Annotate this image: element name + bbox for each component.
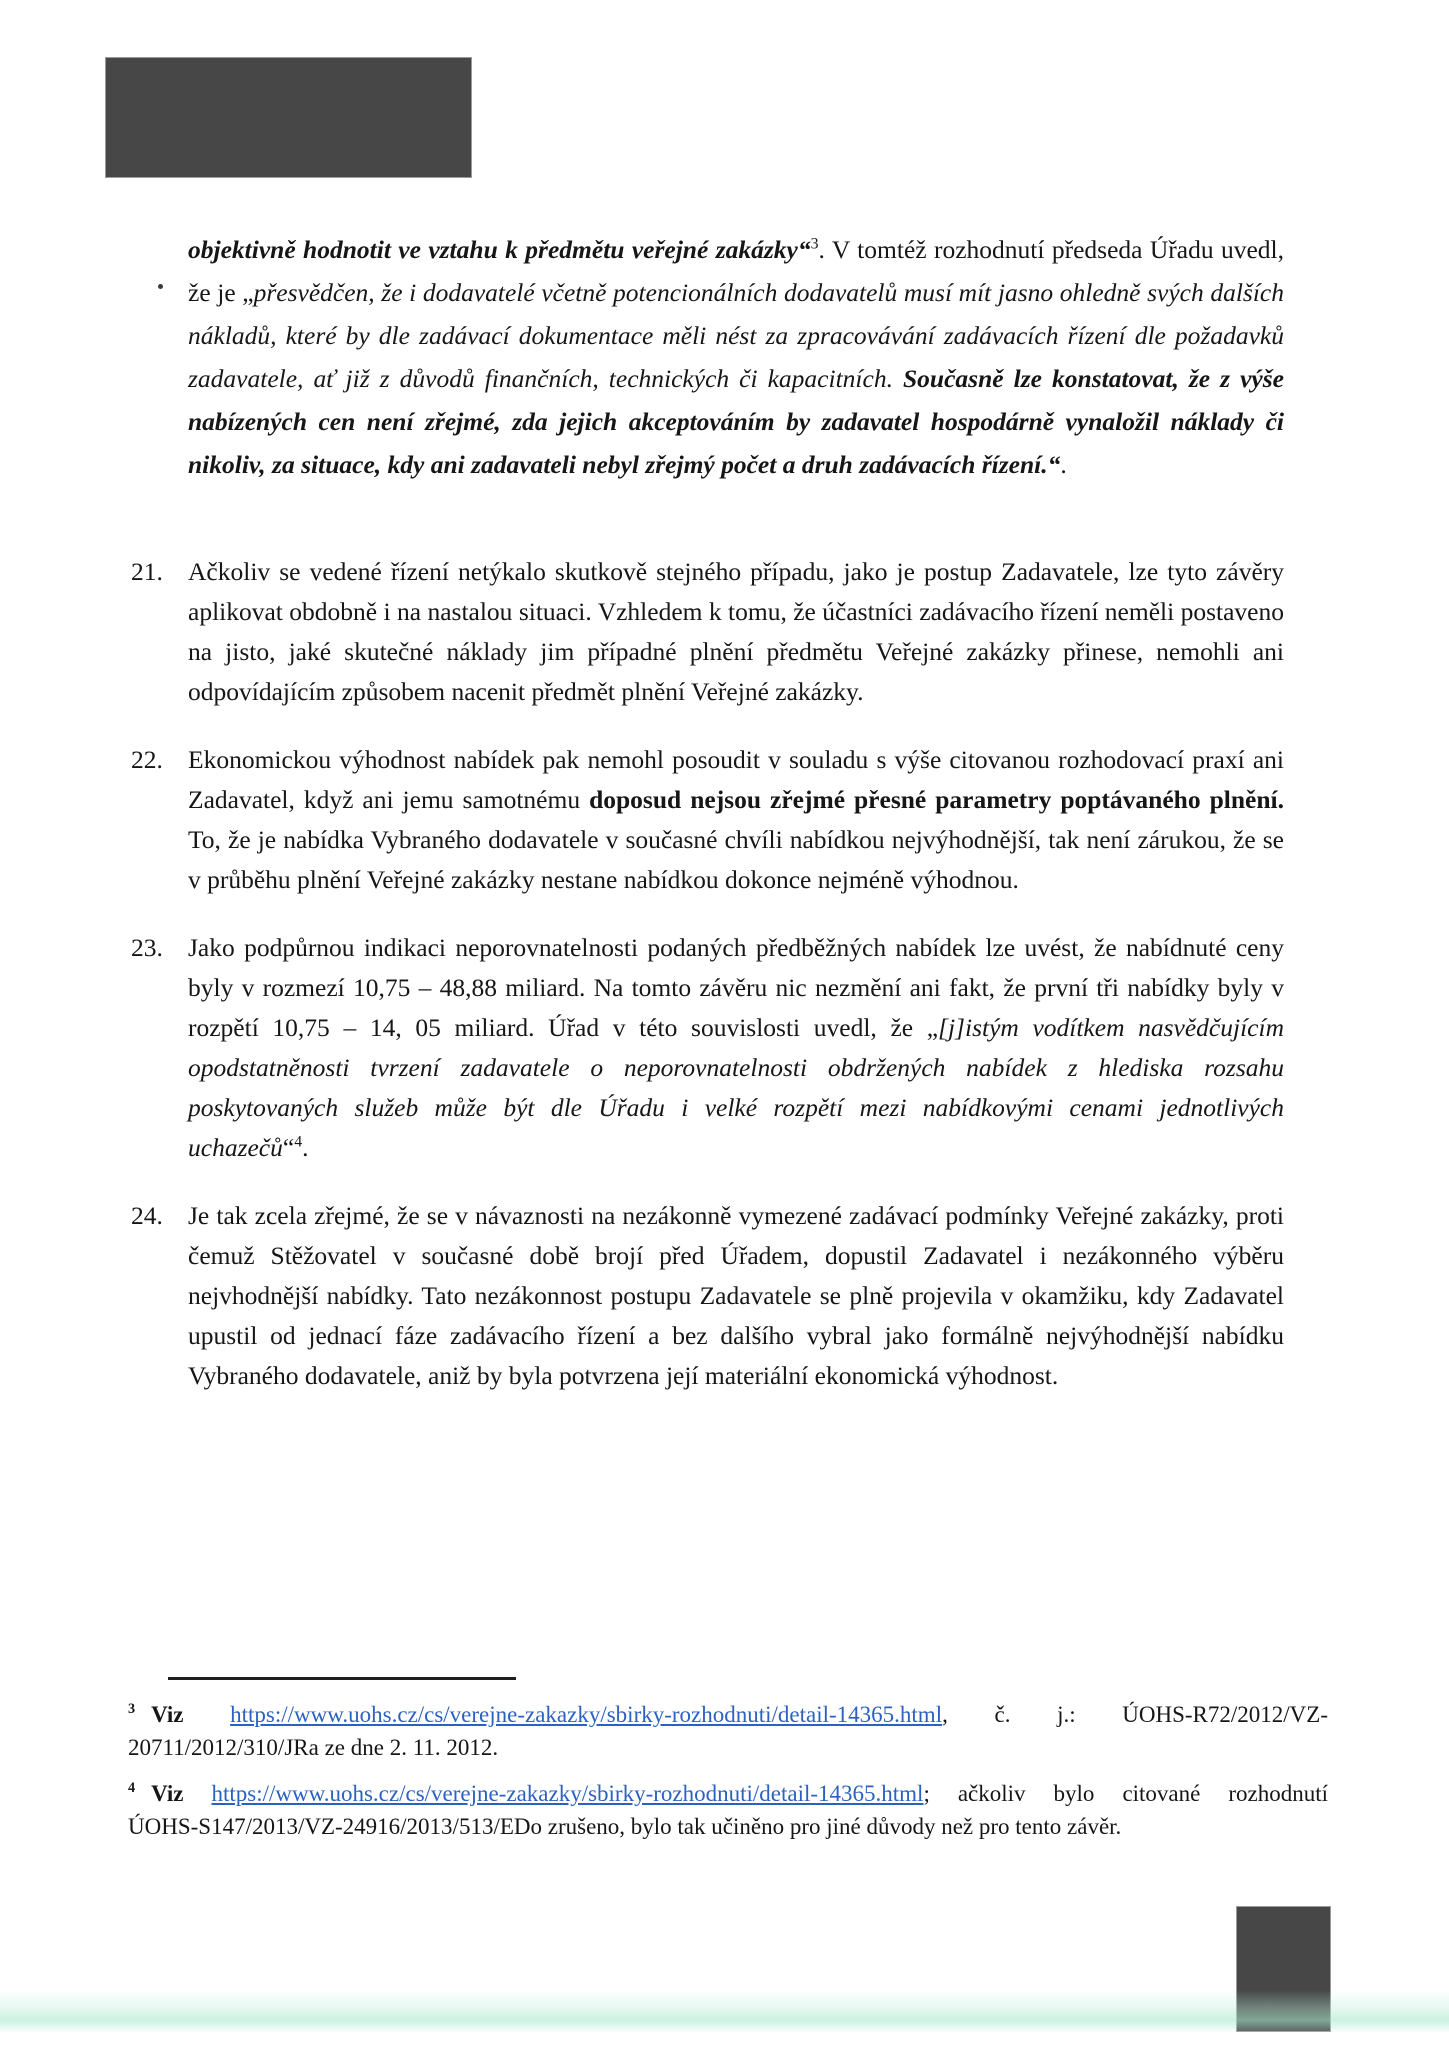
footnote [128,1698,1328,1764]
redacted-block-top [105,57,472,178]
text-segment: [j]istým vodítkem nasvědčujícím opodstatněnosti tvrzení zadavatele o neporovnatelnosti obdržených nabídek z hlediska rozsahu poskytovaných služeb může být dle Úřadu i velké rozpětí mezi nabídkovými cenami jednotlivých uchazečů [188,1013,1284,1162]
scan-artifact-strip [0,1990,1449,2032]
footnote-marker: 4 [128,1780,136,1797]
paragraph-number: 23. [131,933,163,962]
text-segment: . [302,1133,309,1162]
text-segment: To, že je nabídka Vybraného dodavatele v současné chvíli nabídkou nejvýhodnější, tak není zárukou, že se v průběhu plnění Veřejné zakázky nestane nabídkou dokonce nejméně výhodnou. [188,825,1284,894]
text-segment: Jako podpůrnou indikaci neporovnatelnosti podaných předběžných nabídek lze uvést, že nabídnuté ceny byly v rozmezí 10,75 – 48,88 miliard. Na tomto závěru nic nezmění ani fakt, že první tři nabídky byly v rozpětí 10,75 – 14, 05 miliard. Úřad v této souvislosti uvedl, že „ [188,933,1284,1042]
text-segment: “ [282,1133,295,1162]
numbered-paragraph [131,740,1284,900]
text-segment: doposud nejsou zřejmé přesné parametry poptávaného plnění. [589,785,1284,814]
footnote-link[interactable]: https://www.uohs.cz/cs/verejne-zakazky/sbirky-rozhodnuti/detail-14365.html [211,1781,924,1806]
footnotes-section [128,1698,1328,1856]
numbered-paragraph [131,1196,1284,1396]
text-segment: . V tomtéž rozhodnutí předseda Úřadu uvedl, že je „ [188,235,1284,307]
text-segment: , č. j.: ÚOHS-R72/2012/VZ- [942,1702,1328,1727]
paragraph-number: 22. [131,745,163,774]
text-segment: ÚOHS-S147/2013/VZ-24916/2013/513/EDo zrušeno, bylo tak učiněno pro jiné důvody než pro tento závěr. [128,1814,1122,1839]
text-segment: přesvědčen, že i dodavatelé včetně potencionálních dodavatelů musí mít jasno ohledně svých dalších nákladů, které by dle zadávací dokumentace měli nést za zpracovávání zadávacích řízení dle požadavků zadavatele, ať již z důvodů finančních, technických či kapacitních. [188,278,1284,393]
text-segment: Současně lze konstatovat, že z výše nabízených cen není zřejmé, zda jejich akceptováním by zadavatel hospodárně vynaložil náklady či nikoliv, za situace, kdy ani zadavateli nebyl zřejmý počet a druh zadávacích řízení.“ [188,364,1284,479]
numbered-paragraph [131,552,1284,712]
text-segment: Viz [151,1781,212,1806]
footnote-line [128,1731,1328,1764]
paragraph-number: 24. [131,1201,163,1230]
text-segment: 20711/2012/310/JRa ze dne 2. 11. 2012. [128,1735,499,1760]
numbered-paragraph [131,928,1284,1168]
footnote-link[interactable]: https://www.uohs.cz/cs/verejne-zakazky/sbirky-rozhodnuti/detail-14365.html [230,1702,943,1727]
numbered-paragraphs [131,552,1284,1424]
text-segment: Je tak zcela zřejmé, že se v návaznosti na nezákonně vymezené zadávací podmínky Veřejné zakázky, proti čemuž Stěžovatel v současné době brojí před Úřadem, dopustil Zadavatel i nezákonného výběru nejvhodnější nabídky. Tato nezákonnost postupu Zadavatele se plně projevila v okamžiku, kdy Zadavatel upustil od jednací fáze zadávacího řízení a bez dalšího vybral jako formálně nejvýhodnější nabídku Vybraného dodavatele, aniž by byla potvrzena její materiální ekonomická výhodnost. [188,1201,1284,1390]
footnote-line [128,1698,1328,1731]
text-segment: objektivně hodnotit ve vztahu k předmětu veřejné zakázky“ [188,235,811,264]
quote-continuation-paragraph [188,228,1284,486]
footnote-line [128,1810,1328,1843]
footnote-line [128,1777,1328,1810]
text-segment: Ačkoliv se vedené řízení netýkalo skutkově stejného případu, jako je postup Zadavatele, lze tyto závěry aplikovat obdobně i na nastalou situaci. Vzhledem k tomu, že účastníci zadávacího řízení neměli postaveno na jisto, jaké skutečné náklady jim případné plnění předmětu Veřejné zakázky přinese, nemohli ani odpovídajícím způsobem nacenit předmět plnění Veřejné zakázky. [188,557,1284,706]
footnote [128,1777,1328,1843]
text-segment: ; ačkoliv bylo citované rozhodnutí [923,1781,1328,1806]
stray-mark-dot [158,284,163,289]
footnote-separator [168,1677,516,1680]
text-segment: Viz [151,1702,231,1727]
footnote-reference: 3 [810,235,819,253]
text-segment: . [1060,450,1067,479]
footnote-marker: 3 [128,1701,136,1718]
paragraph-number: 21. [131,557,163,586]
footnote-reference: 4 [294,1133,303,1151]
text-segment: Ekonomickou výhodnost nabídek pak nemohl posoudit v souladu s výše citovanou rozhodovací praxí ani Zadavatel, když ani jemu samotnému [188,745,1284,814]
